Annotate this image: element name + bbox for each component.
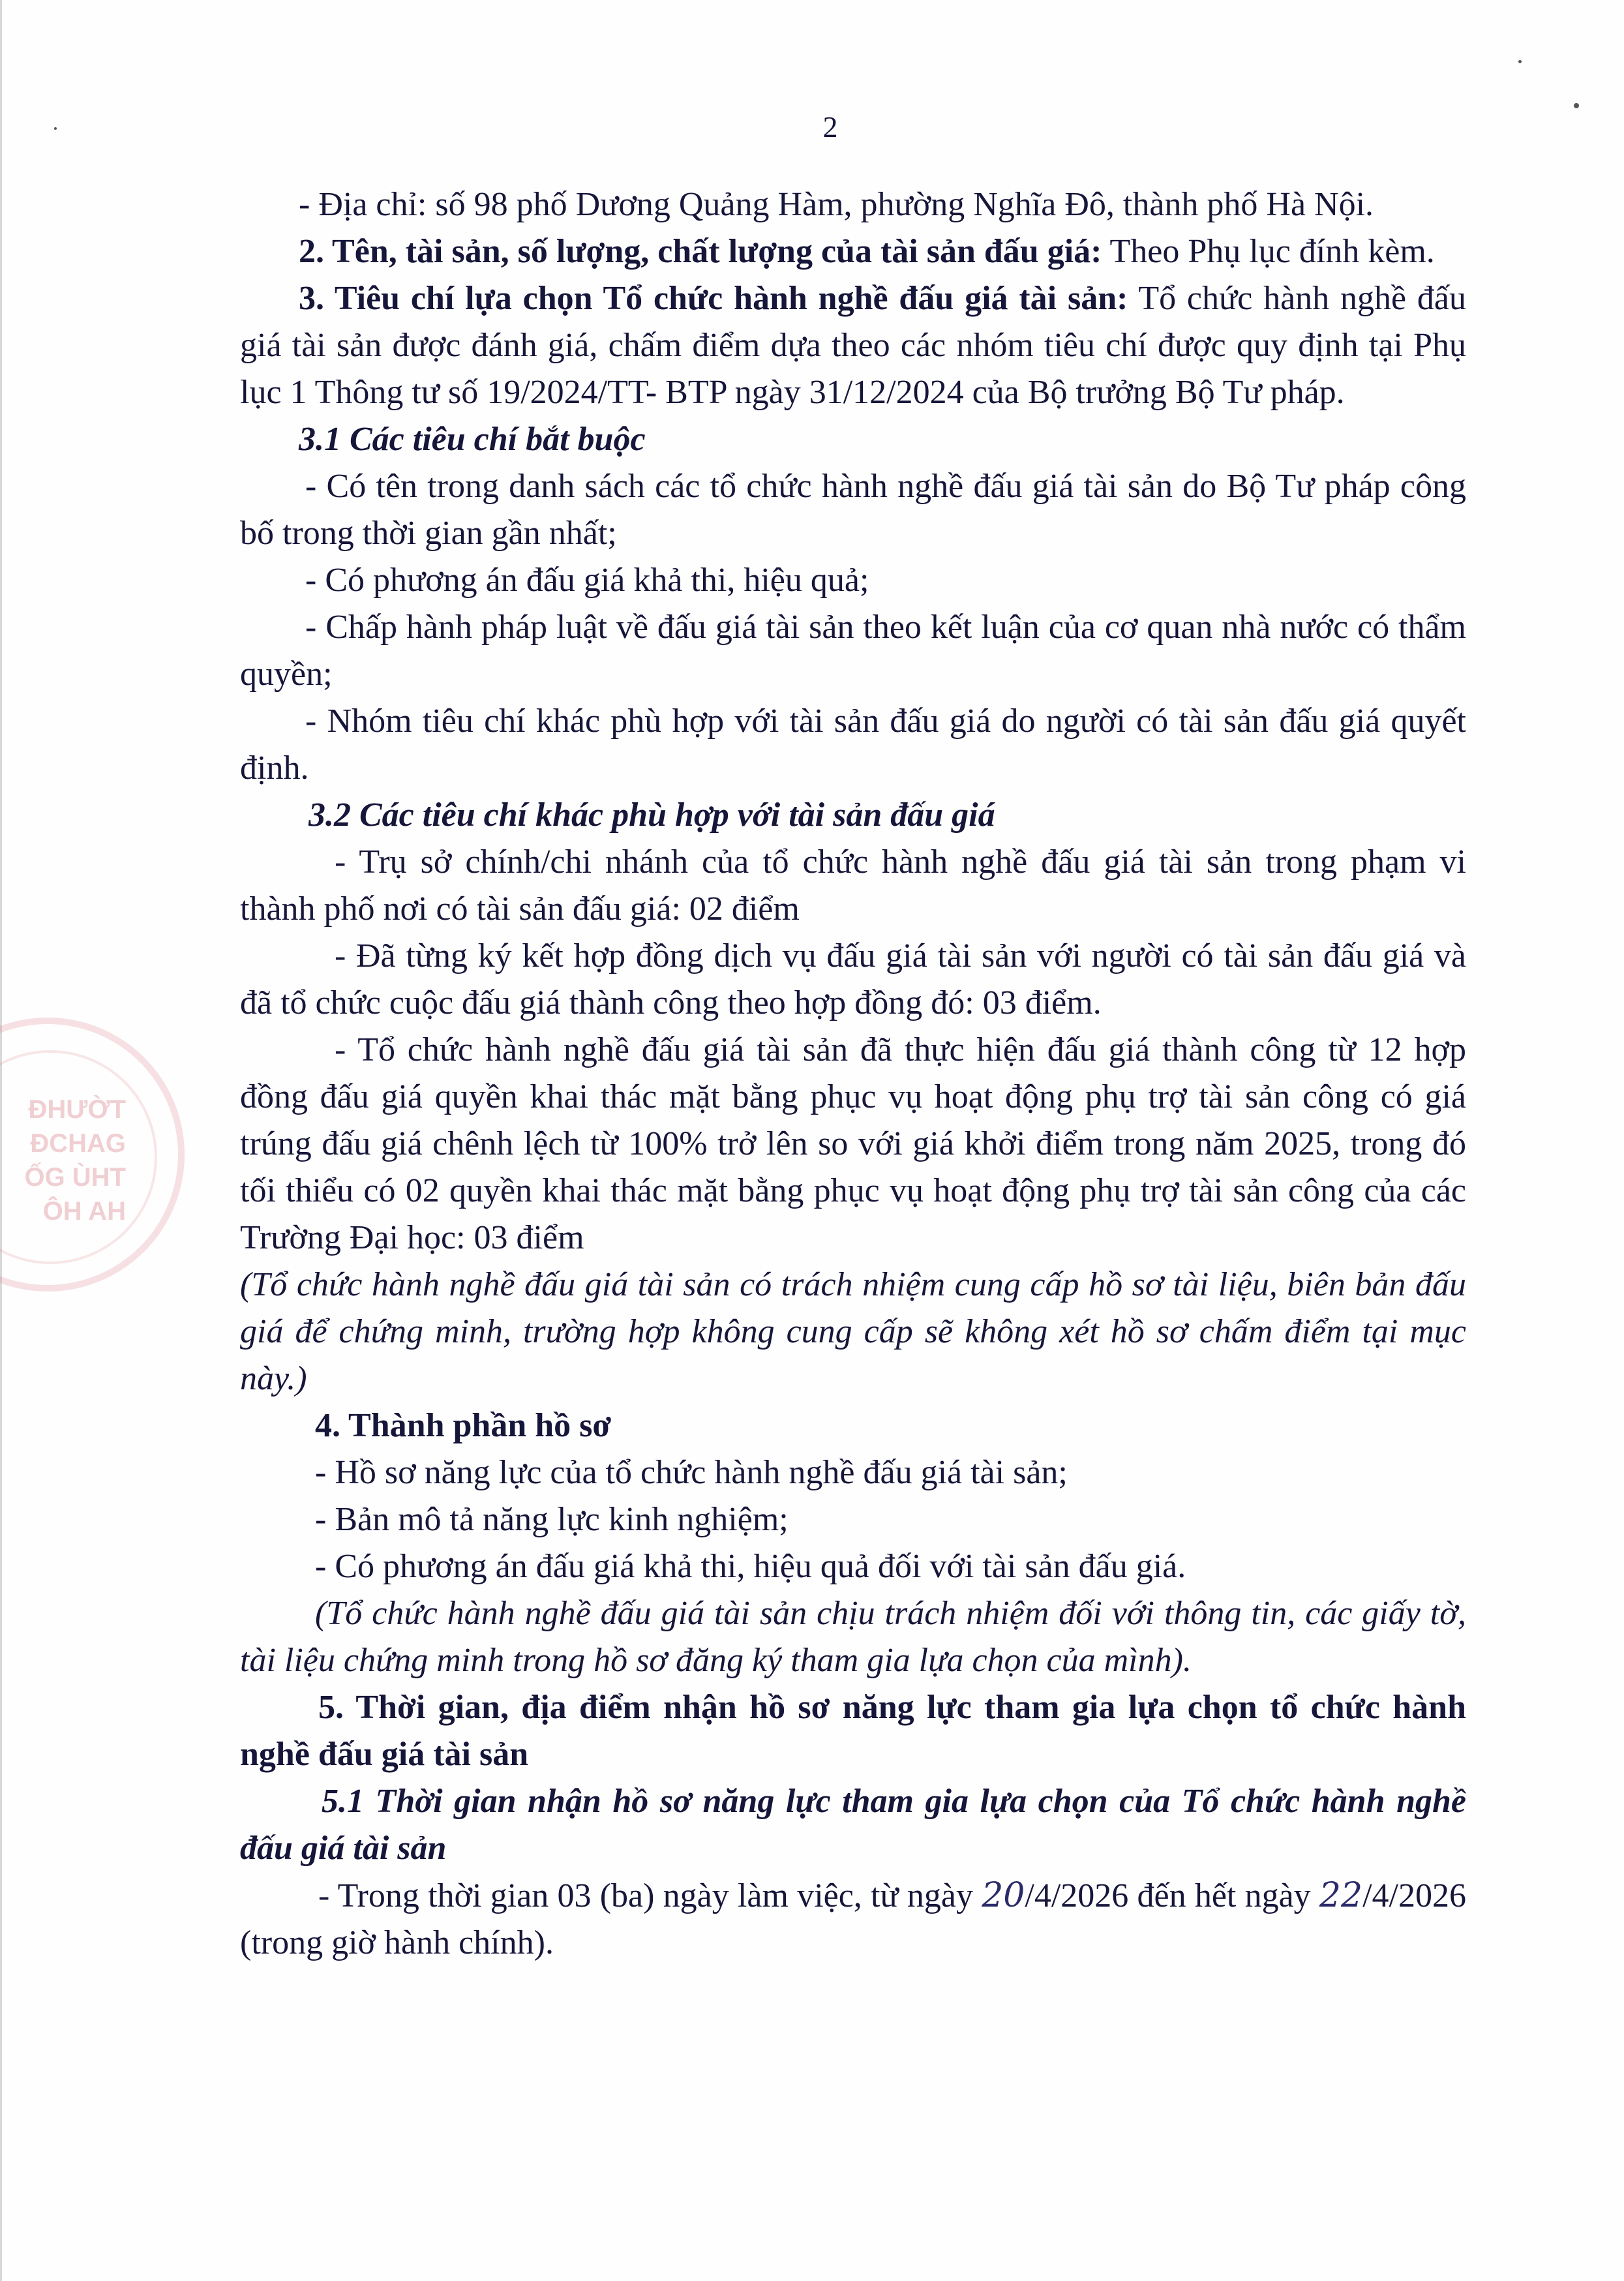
section-3-1-item: - Nhóm tiêu chí khác phù hợp với tài sản đấu giá do người có tài sản đấu giá quyết định.	[240, 702, 1466, 787]
section-5-heading: 5. Thời gian, địa điểm nhận hồ sơ năng lực tham gia lựa chọn tổ chức hành nghề đấu giá tài sản	[240, 1689, 1466, 1773]
section-4-note: (Tổ chức hành nghề đấu giá tài sản chịu trách nhiệm đối với thông tin, các giấy tờ, tài liệu chứng minh trong hồ sơ đăng ký tham gia lựa chọn của mình).	[240, 1595, 1466, 1679]
section-3-2-note: (Tổ chức hành nghề đấu giá tài sản có trách nhiệm cung cấp hồ sơ tài liệu, biên bản đấu giá để chứng minh, trường hợp không cung cấp sẽ không xét hồ sơ chấm điểm tại mục này.)	[240, 1266, 1466, 1397]
scan-speck	[54, 127, 57, 130]
scan-speck	[1518, 60, 1522, 63]
section-2-heading: 2. Tên, tài sản, số lượng, chất lượng của tài sản đấu giá:	[299, 233, 1102, 270]
section-4-item: - Hồ sơ năng lực của tổ chức hành nghề đấu giá tài sản;	[315, 1454, 1068, 1491]
section-3-heading: 3. Tiêu chí lựa chọn Tổ chức hành nghề đấu giá tài sản:	[299, 280, 1128, 317]
section-2-paragraph	[240, 228, 1466, 275]
section-4-item: - Có phương án đấu giá khả thi, hiệu quả đối với tài sản đấu giá.	[315, 1548, 1186, 1585]
section-3-1-heading: 3.1 Các tiêu chí bắt buộc	[299, 421, 646, 458]
section-3-1-item: - Có phương án đấu giá khả thi, hiệu quả;	[305, 562, 869, 599]
document-body	[240, 181, 1466, 1967]
stamp-text: ĐHƯỜT ĐCHAG ỐG ÙHT ÔH AH	[24, 1095, 126, 1226]
address-paragraph: - Địa chỉ: số 98 phố Dương Quảng Hàm, phường Nghĩa Đô, thành phố Hà Nội.	[299, 186, 1374, 223]
section-3-2-item: - Tổ chức hành nghề đấu giá tài sản đã thực hiện đấu giá thành công từ 12 hợp đồng đấu giá quyền khai thác mặt bằng phục vụ hoạt động phụ trợ tài sản công có giá trúng đấu giá chênh lệch từ 100% trở lên so với giá khởi điểm trong năm 2025, trong đó tối thiểu có 02 quyền khai thác mặt bằng phục vụ hoạt động phụ trợ tài sản công của các Trường Đại học: 03 điểm	[240, 1031, 1466, 1256]
section-3-2-item: - Trụ sở chính/chi nhánh của tổ chức hành nghề đấu giá tài sản trong phạm vi thành phố nơi có tài sản đấu giá: 02 điểm	[240, 843, 1466, 928]
handwritten-start-day: 20	[982, 1876, 1025, 1915]
section-3-2-item: - Đã từng ký kết hợp đồng dịch vụ đấu giá tài sản với người có tài sản đấu giá và đã tổ chức cuộc đấu giá thành công theo hợp đồng đó: 03 điểm.	[240, 937, 1466, 1021]
section-3-text: Tổ chức hành nghề đấu giá tài sản được đánh giá, chấm điểm dựa theo các nhóm tiêu chí được quy định tại Phụ lục 1 Thông tư số 19/2024/TT- BTP ngày 31/12/2024 của Bộ trưởng Bộ Tư pháp.	[240, 280, 1466, 411]
section-4-item: - Bản mô tả năng lực kinh nghiệm;	[315, 1501, 789, 1538]
section-3-1-item: - Chấp hành pháp luật về đấu giá tài sản theo kết luận của cơ quan nhà nước có thẩm quyền;	[240, 609, 1466, 693]
page-number: 2	[822, 110, 838, 144]
section-4-heading: 4. Thành phần hồ sơ	[315, 1407, 612, 1444]
section-3-paragraph	[240, 275, 1466, 416]
scan-speck	[1574, 103, 1579, 108]
handwritten-end-day: 22	[1319, 1876, 1363, 1915]
section-3-1-item: - Có tên trong danh sách các tổ chức hành nghề đấu giá tài sản do Bộ Tư pháp công bố trong thời gian gần nhất;	[240, 468, 1466, 552]
section-5-1-text: - Trong thời gian 03 (ba) ngày làm việc, từ ngày 20/4/2026 đến hết ngày 22/4/2026 (trong giờ hành chính).	[240, 1876, 1466, 1961]
section-5-1-heading: 5.1 Thời gian nhận hồ sơ năng lực tham gia lựa chọn của Tổ chức hành nghề đấu giá tài sản	[240, 1783, 1466, 1867]
section-3-2-heading: 3.2 Các tiêu chí khác phù hợp với tài sản đấu giá	[308, 796, 995, 834]
red-stamp	[0, 1018, 185, 1292]
section-2-text: Theo Phụ lục đính kèm.	[1102, 233, 1435, 270]
